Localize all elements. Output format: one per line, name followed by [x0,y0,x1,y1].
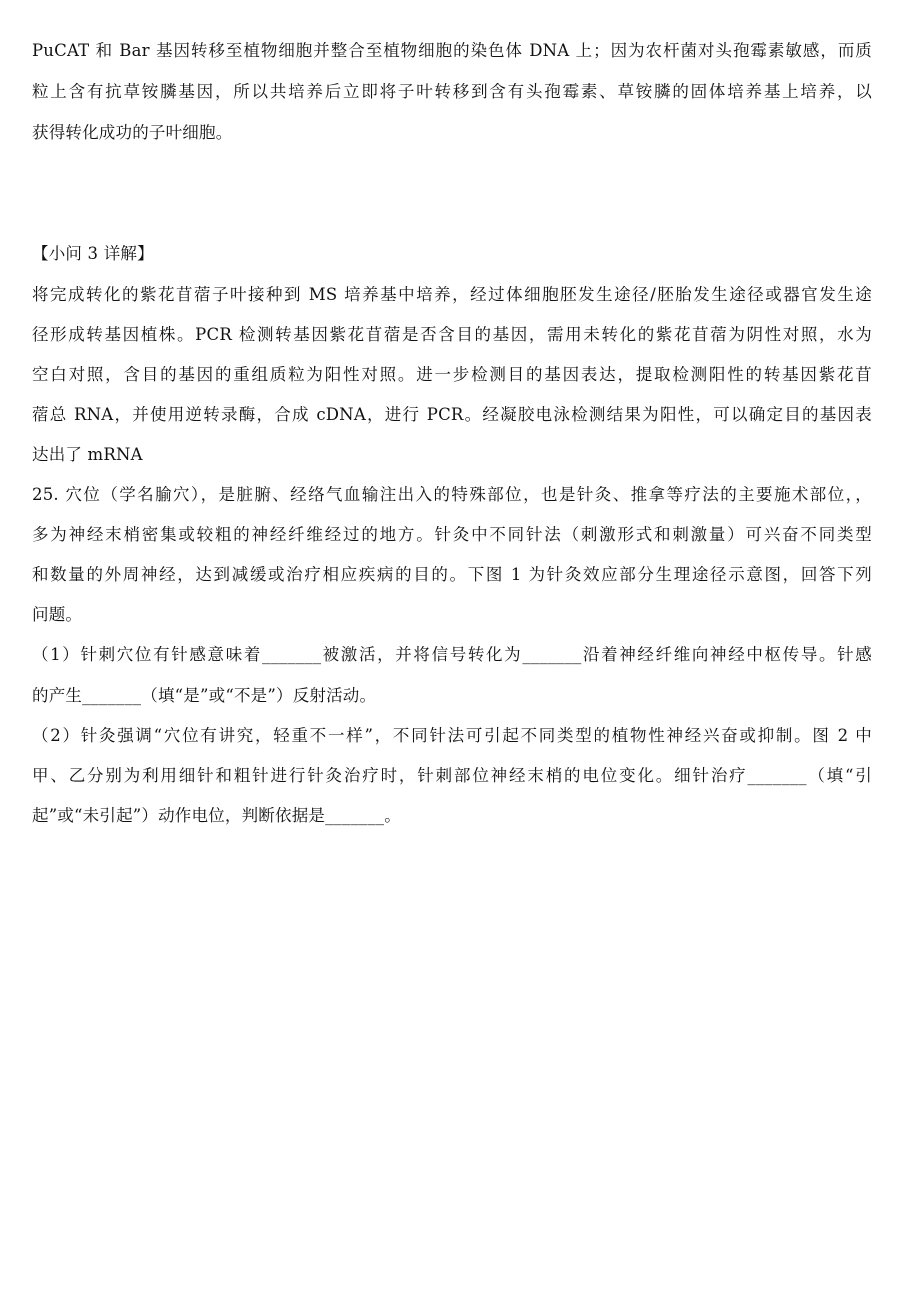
text-line: 将完成转化的紫花苜蓿子叶接种到 MS 培养基中培养，经过体细胞胚发生途径/胚胎发生途径或器官发生途 [32,285,872,304]
subquestion-2: （2）针灸强调“穴位有讲究，轻重不一样”，不同针法可引起不同类型的植物性神经兴奋或抑制。图 2 中 [32,726,872,745]
text-line: PuCAT 和 Bar 基因转移至植物细胞并整合至植物细胞的染色体 DNA 上；因为农杆菌对头孢霉素敏感，而质 [32,41,872,60]
subquestion-2: 起”或“未引起”）动作电位，判断依据是_______。 [32,806,401,825]
text-line: 粒上含有抗草铵膦基因，所以共培养后立即将子叶转移到含有头孢霉素、草铵膦的固体培养基上培养，以 [32,82,872,101]
subquestion-1: 的产生_______（填“是”或“不是”）反射活动。 [32,686,377,705]
text-line: 达出了 mRNA [32,445,143,464]
subquestion-1: （1）针刺穴位有针感意味着_______被激活，并将信号转化为_______沿着神经纤维向神经中枢传导。针感 [32,645,872,664]
text-line: 径形成转基因植株。PCR 检测转基因紫花苜蓿是否含目的基因，需用未转化的紫花苜蓿为阴性对照，水为 [32,325,872,344]
question-text: 多为神经末梢密集或较粗的神经纤维经过的地方。针灸中不同针法（刺激形式和刺激量）可兴奋不同类型 [32,525,872,544]
text-line: 空白对照，含目的基因的重组质粒为阳性对照。进一步检测目的基因表达，提取检测阳性的转基因紫花苜 [32,365,872,384]
text-line: 获得转化成功的子叶细胞。 [32,123,233,142]
text-line: 蓿总 RNA，并使用逆转录酶，合成 cDNA，进行 PCR。经凝胶电泳检测结果为阳性，可以确定目的基因表 [32,405,872,424]
question-text: 问题。 [32,605,83,624]
section-heading: 【小问 3 详解】 [32,244,154,263]
subquestion-2: 甲、乙分别为利用细针和粗针进行针灸治疗时，针刺部位神经末梢的电位变化。细针治疗_______（填“引 [32,766,872,785]
question-text: 和数量的外周神经，达到减缓或治疗相应疾病的目的。下图 1 为针灸效应部分生理途径示意图，回答下列 [32,565,872,584]
question-text: 25. 穴位（学名腧穴），是脏腑、经络气血输注出入的特殊部位，也是针灸、推拿等疗法的主要施术部位，， [32,485,872,504]
